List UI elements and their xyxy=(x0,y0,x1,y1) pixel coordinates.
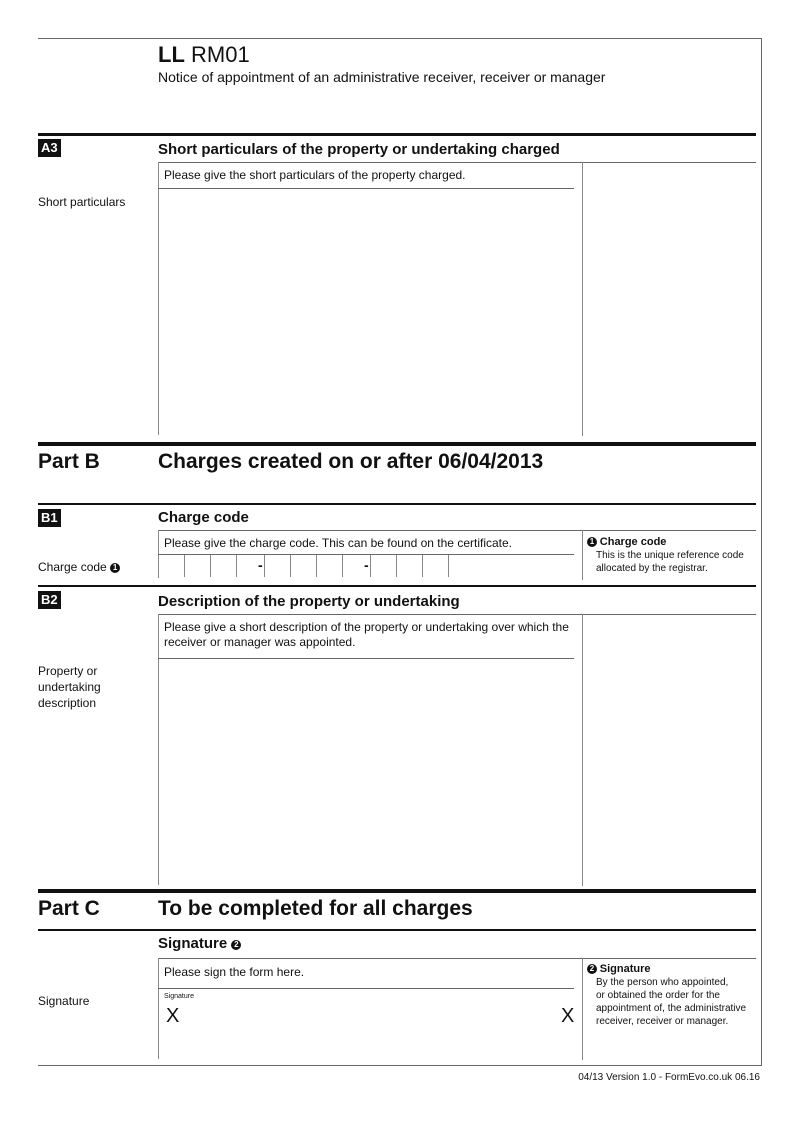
b2-field-label-line: undertaking xyxy=(38,680,101,694)
b2-title-rule xyxy=(158,614,756,615)
signature-note-line: receiver, receiver or manager. xyxy=(596,1016,729,1027)
b1-top-rule xyxy=(38,503,756,505)
top-rule xyxy=(38,38,762,39)
signature-note-line: appointment of, the administrative xyxy=(596,1003,747,1014)
b1-note-title: Charge code xyxy=(599,536,667,548)
a3-notes-divider xyxy=(582,162,583,436)
note-1-marker-icon: 1 xyxy=(587,537,597,547)
section-badge-a3: A3 xyxy=(38,139,61,157)
charge-code-box[interactable] xyxy=(264,555,291,577)
form-code-prefix: LL xyxy=(158,42,185,67)
footer-version: 04/13 Version 1.0 - FormEvo.co.uk 06.16 xyxy=(578,1072,760,1083)
charge-code-box[interactable] xyxy=(290,555,317,577)
bottom-rule xyxy=(38,1065,762,1066)
form-code xyxy=(158,42,250,68)
part-b-label: Part B xyxy=(38,450,100,473)
signature-field-label: Signature xyxy=(38,994,90,1008)
b1-title-rule xyxy=(158,530,756,531)
charge-code-box[interactable] xyxy=(210,555,237,577)
b2-instruction-left xyxy=(158,614,159,658)
part-b-title: Charges created on or after 06/04/2013 xyxy=(158,450,544,473)
a3-title: Short particulars of the property or undertaking charged xyxy=(158,141,560,158)
b1-note-text: allocated by the registrar. xyxy=(596,563,708,574)
b2-title: Description of the property or undertaking xyxy=(158,593,460,610)
form-subtitle: Notice of appointment of an administrative receiver, receiver or manager xyxy=(158,69,606,85)
signature-instruction: Please sign the form here. xyxy=(164,965,305,979)
b2-field-label-line: description xyxy=(38,696,97,710)
b1-title: Charge code xyxy=(158,509,249,526)
signature-title-text: Signature xyxy=(158,935,228,952)
b2-instruction xyxy=(164,620,569,650)
b2-instruction-line: receiver or manager was appointed. xyxy=(164,635,356,649)
b1-note-text: This is the unique reference code xyxy=(596,550,744,561)
b2-field-label xyxy=(38,663,101,711)
right-rule xyxy=(761,38,762,1066)
b2-top-rule xyxy=(38,585,756,587)
a3-instruction-left xyxy=(158,162,159,188)
form-code-number: RM01 xyxy=(191,42,250,67)
section-badge-b1: B1 xyxy=(38,509,61,527)
charge-code-dash: - xyxy=(258,557,263,573)
charge-code-dash: - xyxy=(364,557,369,573)
b1-instruction: Please give the charge code. This can be found on the certificate. xyxy=(164,536,512,550)
charge-code-box[interactable] xyxy=(448,555,475,577)
b2-instruction-line: Please give a short description of the property or undertaking over which the xyxy=(164,620,569,634)
short-particulars-field[interactable] xyxy=(158,189,575,435)
sign-here-x-right-icon: X xyxy=(561,1005,575,1027)
charge-code-box[interactable] xyxy=(370,555,397,577)
a3-instruction: Please give the short particulars of the property charged. xyxy=(164,168,466,182)
signature-box-caption: Signature xyxy=(164,993,194,1000)
b2-notes-divider xyxy=(582,614,583,886)
charge-code-label: Charge code xyxy=(38,560,107,574)
b1-notes-divider xyxy=(582,530,583,580)
part-c-label: Part C xyxy=(38,897,100,920)
sign-here-x-left-icon: X xyxy=(166,1005,180,1027)
section-badge-b2: B2 xyxy=(38,591,61,609)
charge-code-box[interactable] xyxy=(184,555,211,577)
charge-code-box[interactable] xyxy=(396,555,423,577)
note-2-marker-icon: 2 xyxy=(587,964,597,974)
signature-notes-divider xyxy=(582,958,583,1060)
charge-code-box[interactable] xyxy=(422,555,449,577)
property-description-field[interactable] xyxy=(158,659,575,885)
signature-note-line: By the person who appointed, xyxy=(596,977,729,988)
signature-top-rule xyxy=(38,929,756,931)
part-b-rule xyxy=(38,442,756,446)
a3-title-rule xyxy=(158,162,756,163)
signature-note-title: Signature xyxy=(599,963,651,975)
signature-title xyxy=(158,935,241,952)
b2-field-label-line: Property or xyxy=(38,664,98,678)
signature-title-rule xyxy=(158,958,756,959)
a3-field-label: Short particulars xyxy=(38,195,126,209)
b1-field-label xyxy=(38,559,120,575)
signature-note-line: or obtained the order for the xyxy=(596,990,720,1001)
part-c-title: To be completed for all charges xyxy=(158,897,473,920)
signature-field[interactable] xyxy=(158,989,575,1059)
signature-instruction-left xyxy=(158,958,159,988)
charge-code-box[interactable] xyxy=(158,555,185,577)
charge-code-boxes[interactable] xyxy=(158,555,458,579)
part-c-rule xyxy=(38,889,756,893)
signature-note xyxy=(587,963,746,1028)
b1-note xyxy=(587,536,744,575)
a3-top-rule xyxy=(38,133,756,136)
charge-code-box[interactable] xyxy=(316,555,343,577)
note-2-icon: 2 xyxy=(231,940,241,950)
note-1-icon: 1 xyxy=(110,563,120,573)
